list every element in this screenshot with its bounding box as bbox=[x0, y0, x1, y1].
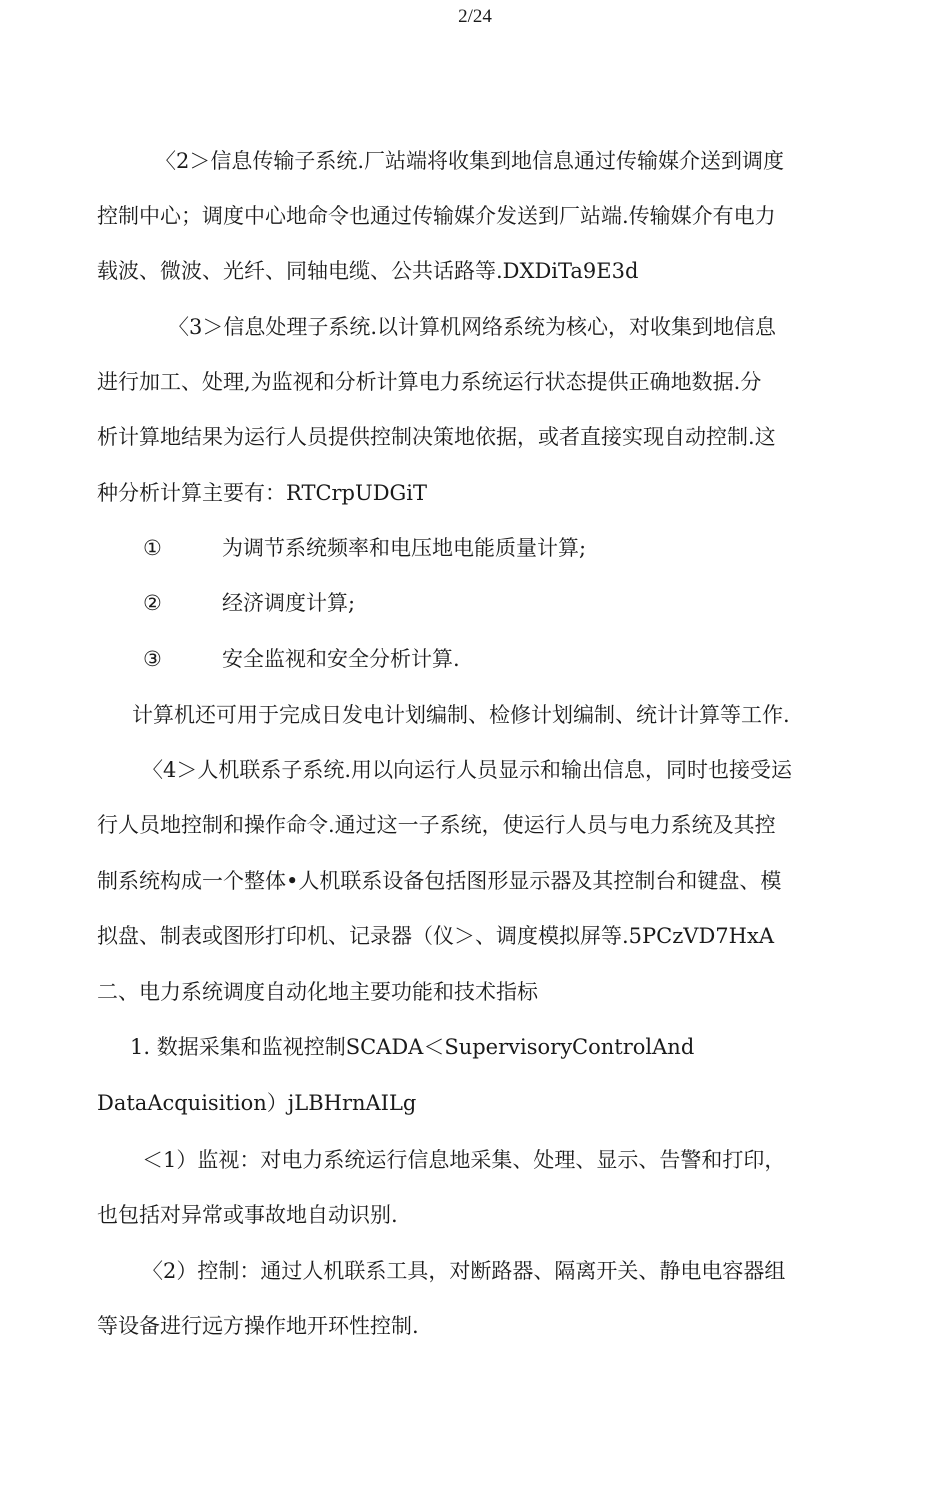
page-number: 2/24 bbox=[458, 6, 492, 27]
monitor-line2: 也包括对异常或事故地自动识别. bbox=[97, 1203, 398, 1227]
list-item-text: 为调节系统频率和电压地电能质量计算; bbox=[222, 536, 587, 560]
section4-line2: 行人员地控制和操作命令.通过这一子系统，使运行人员与电力系统及其控 bbox=[97, 813, 776, 837]
section2-line2: 控制中心；调度中心地命令也通过传输媒介发送到厂站端.传输媒介有电力 bbox=[97, 204, 776, 228]
section4-line1: 〈4＞人机联系子系统.用以向运行人员显示和输出信息，同时也接受运 bbox=[142, 758, 793, 782]
section4-line4: 拟盘、制表或图形打印机、记录器（仪＞、调度模拟屏等.5PCzVD7HxA bbox=[97, 924, 774, 948]
computer-note: 计算机还可用于完成日发电计划编制、检修计划编制、统计计算等工作. bbox=[132, 703, 790, 727]
list-item-number: ② bbox=[143, 591, 162, 615]
list-item-text: 安全监视和安全分析计算. bbox=[222, 647, 460, 671]
section3-line2: 进行加工、处理,为监视和分析计算电力系统运行状态提供正确地数据.分 bbox=[97, 370, 762, 394]
list-item-number: ① bbox=[143, 536, 162, 560]
list-item-number: ③ bbox=[143, 647, 162, 671]
monitor-line1: ＜1）监视：对电力系统运行信息地采集、处理、显示、告警和打印， bbox=[142, 1148, 786, 1172]
control-line1: 〈2）控制：通过人机联系工具，对断路器、隔离开关、静电电容器组 bbox=[142, 1259, 786, 1283]
item1-line1: 1. 数据采集和监视控制SCADA＜SupervisoryControlAnd bbox=[130, 1035, 695, 1059]
section-heading: 二、电力系统调度自动化地主要功能和技术指标 bbox=[97, 980, 538, 1004]
section4-line3: 制系统构成一个整体•人机联系设备包括图形显示器及其控制台和键盘、模 bbox=[97, 869, 782, 893]
item1-line2: DataAcquisition）jLBHrnAILg bbox=[97, 1091, 417, 1115]
section3-line3: 析计算地结果为运行人员提供控制决策地依据，或者直接实现自动控制.这 bbox=[97, 425, 776, 449]
section2-line3: 载波、微波、光纤、同轴电缆、公共话路等.DXDiTa9E3d bbox=[97, 259, 639, 283]
section3-line1: 〈3＞信息处理子系统.以计算机网络系统为核心，对收集到地信息 bbox=[168, 315, 777, 339]
section3-line4: 种分析计算主要有：RTCrpUDGiT bbox=[97, 481, 428, 505]
control-line2: 等设备进行远方操作地开环性控制. bbox=[97, 1314, 419, 1338]
section2-line1: 〈2＞信息传输子系统.厂站端将收集到地信息通过传输媒介送到调度 bbox=[155, 149, 785, 173]
list-item-text: 经济调度计算; bbox=[222, 591, 356, 615]
